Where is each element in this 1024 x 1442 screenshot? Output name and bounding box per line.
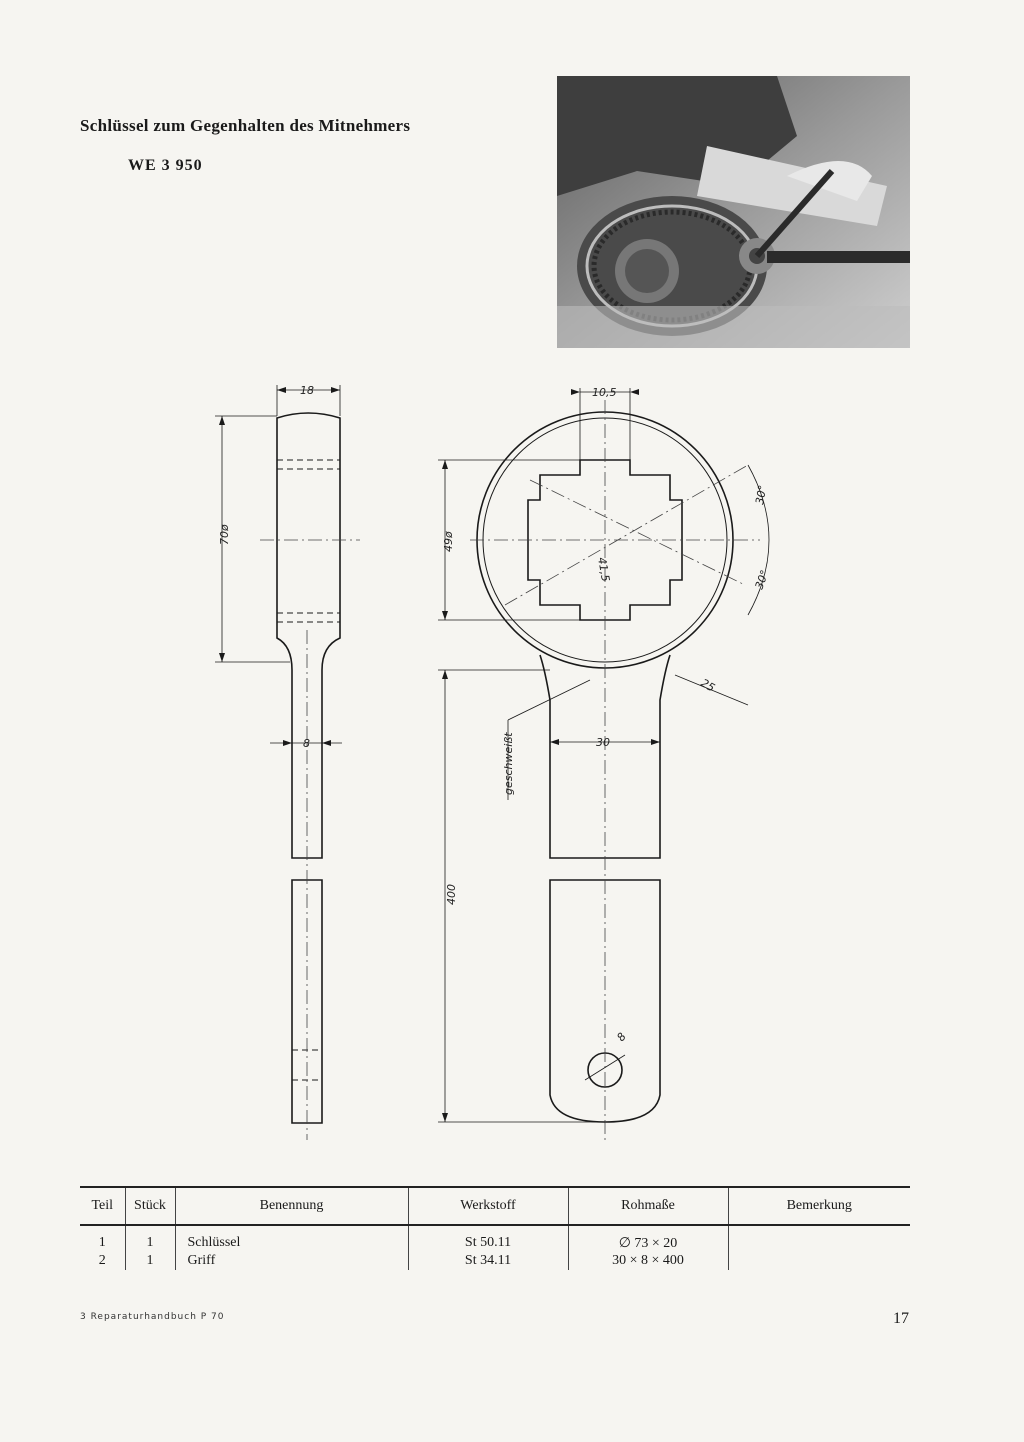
dim-10-5: 10,5 bbox=[592, 386, 617, 399]
cell-benennung: Schlüssel bbox=[175, 1225, 408, 1252]
cell-benennung: Griff bbox=[175, 1252, 408, 1270]
header-rohmasse: Rohmaße bbox=[568, 1187, 728, 1225]
dim-49: 49ø bbox=[442, 531, 455, 552]
dim-30: 30 bbox=[596, 736, 610, 749]
tool-usage-photo bbox=[557, 76, 910, 348]
dim-8-side: 8 bbox=[303, 737, 310, 750]
dim-30-bottom: 30° bbox=[752, 568, 772, 592]
cell-werkstoff: St 34.11 bbox=[408, 1252, 568, 1270]
table-row bbox=[80, 1225, 910, 1252]
dim-18: 18 bbox=[300, 384, 314, 397]
side-view bbox=[277, 413, 340, 1123]
header-benennung: Benennung bbox=[175, 1187, 408, 1225]
page-number: 17 bbox=[893, 1310, 909, 1327]
header-stueck: Stück bbox=[125, 1187, 175, 1225]
dim-70: 70ø bbox=[218, 524, 231, 545]
dim-30-top: 30° bbox=[753, 484, 770, 506]
cell-teil: 1 bbox=[98, 1235, 106, 1250]
dim-400: 400 bbox=[445, 884, 458, 905]
header-werkstoff: Werkstoff bbox=[408, 1187, 568, 1225]
cell-werkstoff: St 50.11 bbox=[408, 1225, 568, 1252]
parts-table bbox=[80, 1186, 910, 1270]
dim-25: 25 bbox=[698, 676, 718, 695]
page-title: Schlüssel zum Gegenhalten des Mitnehmers bbox=[80, 116, 411, 135]
tool-number: WE 3 950 bbox=[128, 157, 203, 174]
table-row bbox=[80, 1252, 910, 1270]
cell-bemerkung bbox=[728, 1225, 910, 1252]
cell-rohmasse: 30 × 8 × 400 bbox=[568, 1252, 728, 1270]
header-teil: Teil bbox=[80, 1187, 125, 1225]
cell-teil: 2 bbox=[98, 1253, 106, 1268]
cell-stueck: 1 bbox=[125, 1252, 175, 1270]
dim-41-5: 41,5 bbox=[595, 556, 613, 583]
footer-source: 3 Reparaturhandbuch P 70 bbox=[80, 1312, 225, 1322]
table-header-row bbox=[80, 1187, 910, 1225]
weld-note: geschweißt bbox=[502, 732, 515, 795]
header-bemerkung: Bemerkung bbox=[728, 1187, 910, 1225]
cell-stueck: 1 bbox=[125, 1225, 175, 1252]
dim-8-hole: 8 bbox=[614, 1030, 629, 1044]
cell-bemerkung bbox=[728, 1252, 910, 1270]
cell-rohmasse: ∅ 73 × 20 bbox=[568, 1225, 728, 1252]
technical-drawing bbox=[200, 380, 800, 1140]
